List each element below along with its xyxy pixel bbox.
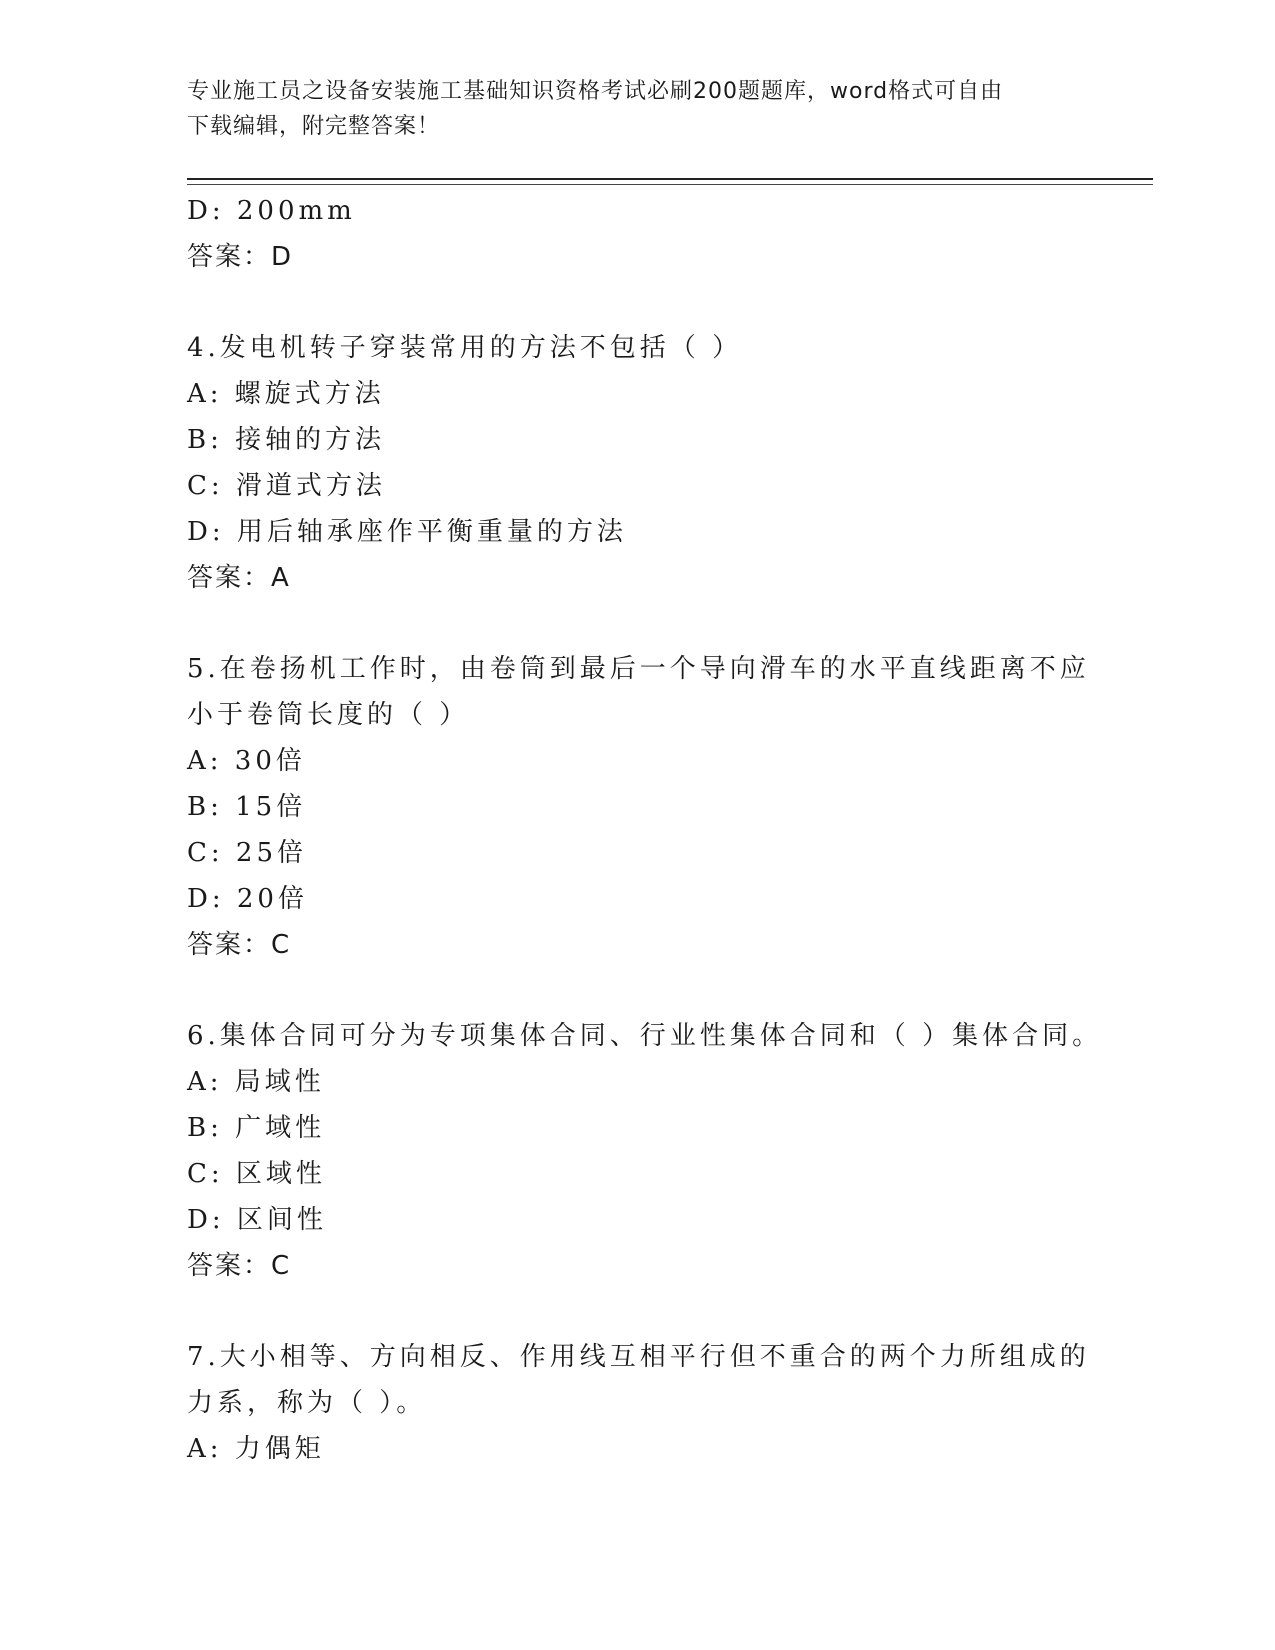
option-b: B: 15倍 — [187, 792, 307, 822]
header-title-line-1: 专业施工员之设备安装施工基础知识资格考试必刷200题题库，word格式可自由 — [187, 79, 1004, 104]
option-a: A: 30倍 — [187, 746, 306, 776]
option-c: C: 区域性 — [187, 1159, 326, 1189]
option-c: C: 滑道式方法 — [187, 471, 386, 501]
header-title-line-2: 下载编辑，附完整答案！ — [187, 114, 441, 139]
question-text-line-2: 力系，称为（ ）。 — [187, 1388, 427, 1418]
spacer — [187, 1289, 1087, 1334]
spacer — [187, 601, 1087, 646]
option-d: D: 200mm — [187, 196, 356, 226]
question-6 — [187, 1013, 1103, 1289]
answer: 答案：C — [187, 930, 292, 960]
question-5 — [187, 646, 1090, 968]
option-d: D: 用后轴承座作平衡重量的方法 — [187, 517, 627, 547]
question-text: 4.发电机转子穿装常用的方法不包括（ ） — [187, 333, 743, 363]
option-d: D: 区间性 — [187, 1205, 327, 1235]
question-text-line-2: 小于卷筒长度的（ ） — [187, 700, 470, 730]
option-b: B: 广域性 — [187, 1113, 326, 1143]
option-c: C: 25倍 — [187, 838, 308, 868]
option-b: B: 接轴的方法 — [187, 425, 386, 455]
answer: 答案：D — [187, 242, 294, 272]
option-a: A: 螺旋式方法 — [187, 379, 385, 409]
spacer — [187, 968, 1087, 1013]
question-text-line-1: 5.在卷扬机工作时，由卷筒到最后一个导向滑车的水平直线距离不应 — [187, 654, 1090, 684]
question-3-tail — [187, 188, 1087, 280]
document-header — [187, 74, 1067, 144]
option-a: A: 力偶矩 — [187, 1434, 325, 1464]
spacer — [187, 280, 1087, 325]
question-7 — [187, 1334, 1090, 1472]
option-d: D: 20倍 — [187, 884, 308, 914]
question-4 — [187, 325, 1087, 601]
question-list — [187, 188, 1103, 1472]
answer: 答案：A — [187, 563, 291, 593]
question-text: 6.集体合同可分为专项集体合同、行业性集体合同和（ ）集体合同。 — [187, 1021, 1103, 1051]
header-divider-thin — [187, 184, 1153, 185]
option-a: A: 局域性 — [187, 1067, 325, 1097]
answer: 答案：C — [187, 1251, 292, 1281]
question-text-line-1: 7.大小相等、方向相反、作用线互相平行但不重合的两个力所组成的 — [187, 1342, 1090, 1372]
header-divider-thick — [187, 178, 1153, 180]
